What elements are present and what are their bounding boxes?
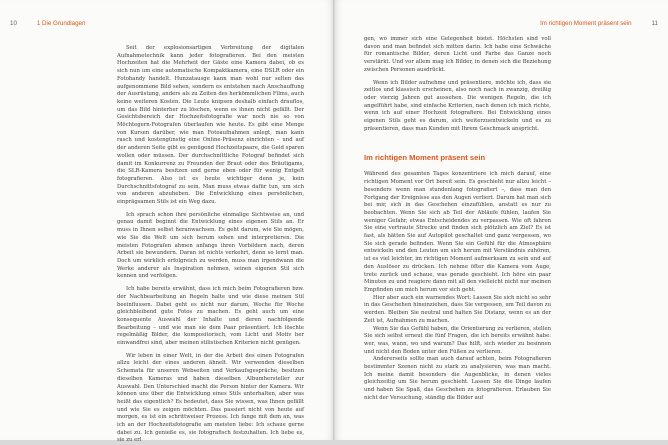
paragraph: Ich sprach schon ihre persönliche einmalige Sichtweise an, und genau damit beginnt die Entwicklung eines eigenen Stils an. Er muss in Ihnen selbst heranwachsen. Es geht darum, wie Sie mögen, wie Sie die Welt um sich herum sehen und interpretieren. Die meisten Fotografen ahmen anfangs ihren Vorbildern nach, deren Arbeit sie bewundern. Daran ist nichts verkehrt, denn so lernt man. Doch um wirklich erfolgreich zu werden, muss man irgendwann die Werke anderer als Inspiration nehmen, seinen eigenen Stil sich kennen und verfolgen. (117, 211, 304, 280)
section-heading: Im richtigen Moment präsent sein (364, 153, 486, 163)
paragraph: Während des gesamten Tages konzentriere ich mich darauf, eine richtigen Moment vor Ort bereit sein. Es geschieht nur allzu leicht – besonders wenn man stundenlang fotografiert –, dass man den Fortgang der Ereignisse aus den Augen verliert. Darum hat man sich bei mir, sich in das Geschehen einzufühlen, anstatt es nur zu beobachten. Wenn Sie sich ab Teil der Abläufe fühlen, laufen Sie weniger Gefahr, etwas Entscheidendes zu verpassen. Wie oft fahren Sie eine vertraute Strecke und finden sich plötzlich am Ziel? Es ist fast, als hätten Sie auf Autopilot geschaltet und ganz vergessen, wo Sie sich gerade befinden. Wenn Sie ein Gefühl für die Atmosphäre entwickeln und den Leuten um sich herum mit Verständnis zuhören, ist es viel leichter, im richtigen Moment aufmerksam zu sein und auf den Auslöser zu drücken. Ich nehme öfter die Kamera vom Auge, trete zurück und schaue, was gerade geschieht. Ich höre ein paar Minuten zu und reagiere dann mit all den vielleicht nicht nur meinen Empfinden um mich herum vor sich geht. (364, 171, 551, 293)
paragraph: gen, wo immer sich eine Gelegenheit bietet. Höchsten sind voll davon und man befindet sich mitten darin. Ich habe eine Schwäche für romantische Bilder, deren Licht und Farbe das Ganze noch verstärkt. Und vor allem mag ich Bilder, in denen sich die Beziehung zwischen Personen ausdrückt. (364, 36, 551, 73)
left-page (0, 0, 334, 444)
paragraph: Wenn ich Bilder aufnehme und präsentiere, möchte ich, dass sie zeitlos und klassisch erscheinen, also noch nach in zwanzig, dreißig oder vierzig Jahren gut aussehen. Die wenigen Regeln, die ich angelführt habe, sind einfache Kriterien, nach denen ich mich richte, wenn ich auf einer Hochzeit fotografiere. Bei Entwicklung eines eigenen Stils geht es darum, sich weiterzuentwickeln und es zu präsentieren, dass man Kunden mit Ihrem Geschmack anspricht. (364, 79, 551, 132)
paragraph: Hier aber auch ein warnendes Wort: Lassen Sie sich nicht so sehr in das Geschehen hineinziehen, dass Sie vergessen, um Teil davon zu werden. Bleiben Sie neutral und halten Sie Distanz, wenn es an der Zeit ist, Aufnahmen zu machen. (364, 294, 551, 324)
right-page-header (540, 20, 658, 28)
paragraph: Seit der explosionsartigen Verbreitung der digitalen Aufnahmetechnik kann jeder fotografieren. Bei den meisten Hochzeiten hat die Mehrheit der Gäste eine Kamera dabei, ob es sich nun um eine automatische Kompaktkamera, eine DSLR oder ein Fotohandy handelt. Hunzatausge kann man wohl nur selten das aufgenommene Bild sehen, sondern es entstehen nach Anschauffung der Ausrüstung, anders als zu Zeiten des herkömmlichen Films, auch keine weiteren Kosten. Die Leute knipsen deshalb einfach drauflos, um das Bild hinterher zu löschen, wenn es ihnen nicht gefällt. Der Gesichtsbereich der Hochzeitsfotografie war noch nie so von Möchtegern-Fotografen überlaufen wie heute. Es gibt eine Menge von Kursen darüber, wie man Fotoaufnahmen anlegt, man kann rasch und kostengünstig eine Online-Präsenz einrichten – und auf der anderen Seite gibt es genügend Hochzeitspaare, die Geld sparen wollen oder müssen. Der durchschnittliche Fotograf befindet sich damit im Konkurrenz zu Freunden der Braut oder des Bräutigams, die SLR-Kamera besitzen und gerne eben oder für wenig Entgelt fotografieren. Also ist es heute wichtiger denn je, kein Durchschnittsfotograf zu sein. Man muss etwas dafür tun, um sich von anderen abzuheben. Die Entwicklung eines persönlichen, einprägsamen Stils ist ein Weg dazu. (117, 45, 304, 206)
paragraph: Wenn Sie das Gefühl haben, die Orientierung zu verlieren, stellen Sie sich selbst erneut die fünf Fragen, die ich bereits erwähnt habe: wer, was, wann, wo und warum? Das hilft, sich wieder zu besinnen und nicht den Boden unter den Füßen zu verlieren. (364, 325, 551, 355)
paragraph: Andererseits sollte man auch darauf achten, beim Fotografieren bestimmter Szenen nicht zu stark zu analysieren, was man macht. Ich meine damit besonders die Augenblicke, in denen vieles gleichzeitig um Sie herum geschieht. Lassen Sie die Dinge laufen und haben Sie Spaß, das Geschehen zu fotografieren. Erlauben Sie nicht der Versuchung, ständig die Bilder auf (364, 356, 551, 401)
page-number: 10 (10, 20, 17, 27)
left-body-text (117, 45, 304, 445)
right-body-text (364, 36, 551, 403)
right-page (335, 0, 668, 440)
running-head: 1 Die Grundlagen (36, 20, 86, 27)
running-head: Im richtigen Moment präsent sein (540, 20, 632, 27)
paragraph: Ich habe bereits erwähnt, dass ich mich beim Fotografieren bzw. der Nachbearbeitung an Regeln halte und wie diese meinen Stil beeinflussen. Dabei geht es nicht nur darum, Woche für Woche gleichbleibend gute Fotos zu machen. Es geht auch um eine konsequente Auswahl der Inhalte und deren nachfolgende Bearbeitung – und wie man sie dem Paar präsentiert. Ich löschte regelmäßig Bilder, die kompositorisch, vom Licht und Motiv her einwandfrei sind, aber meinen stilistischen Kriterien nicht genügen. (117, 286, 304, 347)
page-number: 11 (651, 20, 658, 27)
paragraph: Wir leben in einer Welt, in der die Arbeit des einen Fotografen allzu leicht der eines anderen ähnelt. Wir verwenden dieselben Schemata für unseren Webseiten und Verkaufsgespräche, besitzen dieselben Kameras und haben dieselben Albumhersteller zur Auswahl. Den Unterschied macht die Person hinter der Kamera. Wir können uns über die Entwicklung eines Stils unterhalten, aber was heißt das eigentlich? Es bedeutet, dass Sie wissen, was Ihnen gefällt und wie Sie es zeigen möchten. Das passiert nicht von heute auf morgen, es ist ein schrittweiser Prozess. Ich fange mit dem an, was ich an der Hochzeitsfotografie am meisten liebe: Ich schaue gerne dabei zu. Ich genieße es, sie fotografisch festzuhalten. Ich liebe es, sie zu erl (117, 352, 304, 444)
left-page-header (10, 20, 85, 28)
